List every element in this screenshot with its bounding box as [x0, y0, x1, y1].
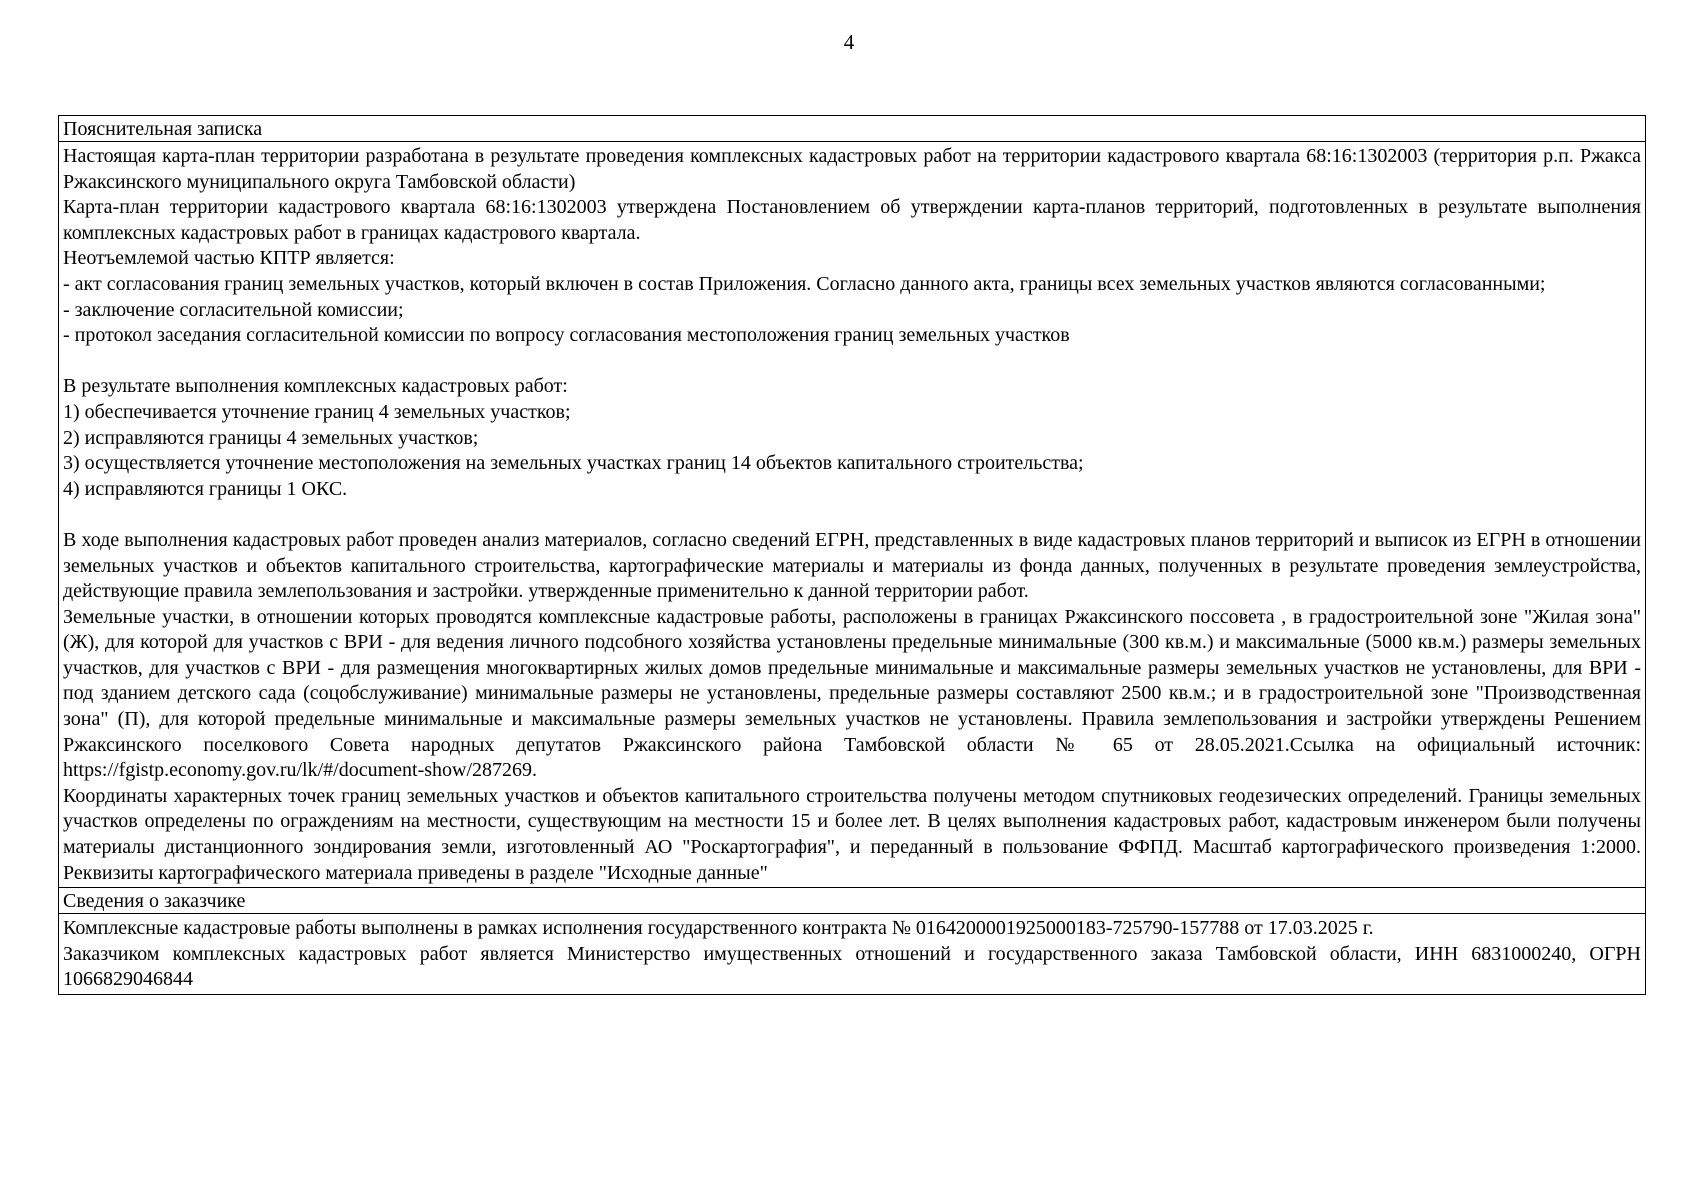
paragraph: В ходе выполнения кадастровых работ проведен анализ материалов, согласно сведений ЕГРН, представленных в виде кадастровых планов территорий и выписок из ЕГРН в отношении земельных участков и объектов капитального строительства, картографические материалы и материалы из фонда данных, полученных в результате проведения землеустройства, действующие правила землепользования и застройки. утвержденные применительно к данной территории работ.: [63, 528, 1641, 603]
list-item: 4) исправляются границы 1 ОКС.: [63, 477, 348, 500]
paragraph: Координаты характерных точек границ земельных участков и объектов капитального строительства получены методом спутниковых геодезических определений. Границы земельных участков определены по ограждениям на местности, существующим на местности 15 и более лет. В целях выполнения кадастровых работ, кадастровым инженером были получены материалы дистанционного зондирования земли, изготовленный АО "Роскартография", и переданный в пользование ФФПД. Масштаб картографического произведения 1:2000. Реквизиты картографического материала приведены в разделе "Исходные данные": [63, 784, 1641, 884]
paragraph: В результате выполнения комплексных кадастровых работ:: [63, 375, 568, 398]
paragraph: Земельные участки, в отношении которых проводятся комплексные кадастровые работы, расположены в границах Ржаксинского поссовета , в градостроительной зоне "Жилая зона" (Ж), для которой для участков с ВРИ - для ведения личного подсобного хозяйства установлены предельные минимальные (300 кв.м.) и максимальные (5000 кв.м.) размеры земельных участков, для участков с ВРИ - для размещения многоквартирных жилых домов предельные минимальные и максимальные размеры земельных участков не установлены, для ВРИ - под зданием детского сада (соцобслуживание) минимальные размеры не установлены, предельные размеры составляют 2500 кв.м.; и в градостроительной зоне "Производственная зона" (П), для которой предельные минимальные и максимальные размеры земельных участков не установлены. Правила землепользования и застройки утверждены Решением Ржаксинского поселкового Совета народных депутатов Ржаксинского района Тамбовской области № 65 от 28.05.2021.Ссылка на официальный источник: https://fgistp.economy.gov.ru/lk/#/document-show/287269.: [63, 605, 1641, 782]
customer-info-heading: Сведения о заказчике: [59, 887, 1645, 913]
paragraph: Неотъемлемой частью КПТР является:: [63, 247, 395, 270]
paragraph: Настоящая карта-план территории разработана в результате проведения комплексных кадастровых работ на территории кадастрового квартала 68:16:1302003 (территория р.п. Ржакса Ржаксинского муниципального округа Тамбовской области): [63, 145, 1641, 193]
customer-info-body: [59, 913, 1645, 994]
paragraph: - протокол заседания согласительной комиссии по вопросу согласования местоположения границ земельных участков: [63, 324, 1070, 347]
blank-line: [63, 349, 1641, 375]
paragraph: - акт согласования границ земельных участков, который включен в состав Приложения. Согласно данного акта, границы всех земельных участков являются согласованными;: [63, 272, 1546, 295]
paragraph: Карта-план территории кадастрового квартала 68:16:1302003 утверждена Постановлением об утверждении карта-планов территорий, подготовленных в результате выполнения комплексных кадастровых работ в границах кадастрового квартала.: [63, 196, 1641, 244]
paragraph: Комплексные кадастровые работы выполнены в рамках исполнения государственного контракта № 0164200001925000183-725790-157788 от 17.03.2025 г.: [63, 917, 1374, 940]
list-item: 3) осуществляется уточнение местоположения на земельных участках границ 14 объектов капитального строительства;: [63, 452, 1084, 475]
paragraph: - заключение согласительной комиссии;: [63, 298, 404, 321]
explanatory-note-heading: Пояснительная записка: [63, 118, 263, 140]
document-table: [58, 115, 1646, 995]
list-item: 1) обеспечивается уточнение границ 4 земельных участков;: [63, 400, 571, 423]
blank-line: [63, 502, 1641, 528]
list-item: 2) исправляются границы 4 земельных участков;: [63, 426, 479, 449]
page-number: 4: [843, 30, 855, 54]
explanatory-note-body: [59, 141, 1645, 887]
paragraph: Заказчиком комплексных кадастровых работ является Министерство имущественных отношений и государственного заказа Тамбовской области, ИНН 6831000240, ОГРН 1066829046844: [63, 942, 1641, 991]
